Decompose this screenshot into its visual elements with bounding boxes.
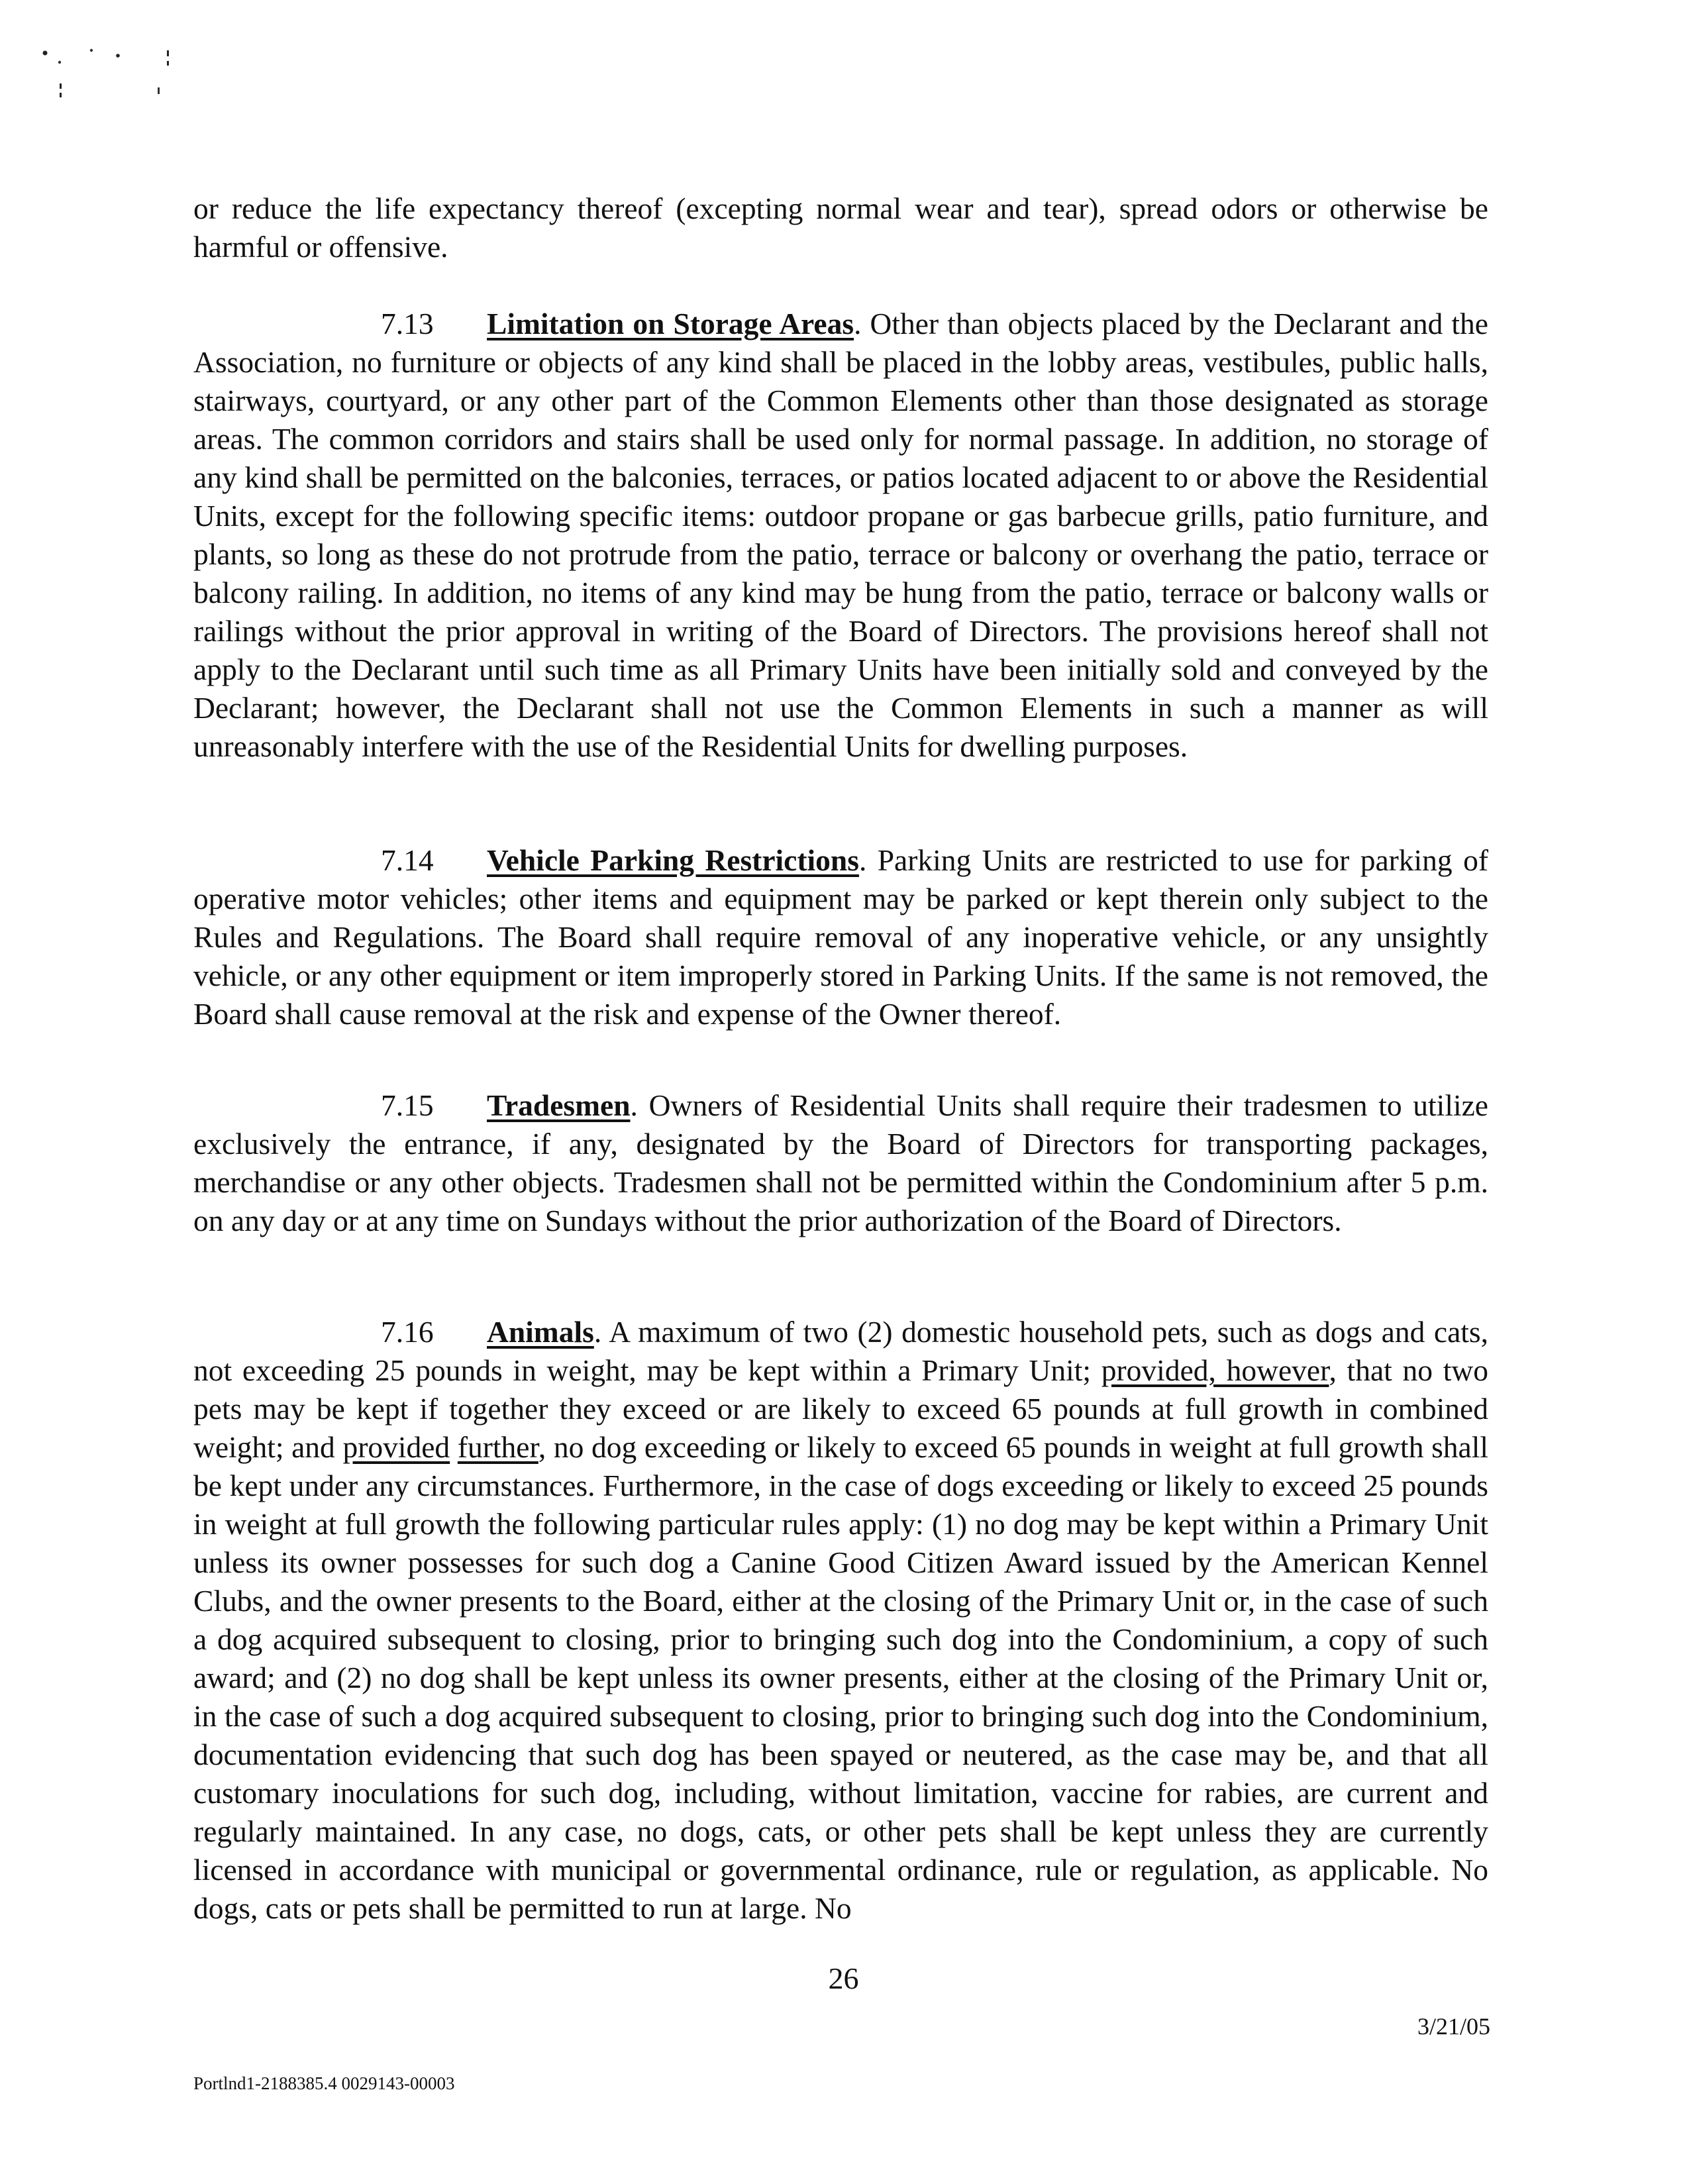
section-number: 7.15 [381, 1088, 434, 1122]
footer-date: 3/21/05 [1417, 2013, 1490, 2040]
section-7-14 [193, 841, 1488, 1033]
heading-period: . [593, 1315, 602, 1349]
page-number: 26 [828, 1961, 859, 1995]
section-7-16 [193, 1313, 1488, 1928]
section-7-16-paragraph [193, 1313, 1488, 1928]
section-number: 7.13 [381, 307, 434, 340]
heading-period: . [630, 1088, 638, 1122]
section-heading: Tradesmen [487, 1088, 631, 1122]
section-heading: Limitation on Storage Areas [487, 307, 854, 340]
underlined-term: further [457, 1430, 538, 1464]
section-7-13 [193, 305, 1488, 766]
section-number: 7.16 [381, 1315, 434, 1349]
section-7-14-paragraph [193, 841, 1488, 1033]
underlined-term: provided [342, 1430, 450, 1464]
section-body-part-d: , no dog exceeding or likely to exceed 65 pounds in weight at full growth shall be kept under any circumstances. Furthermore, in the case of dogs exceeding or likely to exceed 25 pounds in weight at full growth the following particular rules apply: (1) no dog may be kept within a Primary Unit unless its owner possesses for such dog a Canine Good Citizen Award issued by the American Kennel Clubs, and the owner presents to the Board, either at the closing of the Primary Unit or, in the case of such a dog acquired subsequent to closing, prior to bringing such dog into the Condominium, a copy of such award; and (2) no dog shall be kept unless its owner presents, either at the closing of the Primary Unit or, in the case of such a dog acquired subsequent to closing, prior to bringing such dog into the Condominium, documentation evidencing that such dog has been spayed or neutered, as the case may be, and that all customary inoculations for such dog, including, without limitation, vaccine for rabies, are current and regularly maintained. In any case, no dogs, cats, or other pets shall be kept unless they are currently licensed in accordance with municipal or governmental ordinance, rule or regulation, as applicable. No dogs, cats or pets shall be permitted to run at large. No [193, 1430, 1489, 1925]
section-body: Parking Units are restricted to use for parking of operative motor vehicles; other items and equipment may be parked or kept therein only subject to the Rules and Regulations. The Board shall require removal of any inoperative vehicle, or any unsightly vehicle, or any other equipment or item improperly stored in Parking Units. If the same is not removed, the Board shall cause removal at the risk and expense of the Owner thereof. [193, 843, 1488, 1031]
section-7-13-paragraph [193, 305, 1488, 766]
section-body-part-a: A maximum of two (2) domestic household pets, such as dogs and cats, not exceeding 25 pounds in weight, may be kept within a Primary Unit; [193, 1315, 1488, 1387]
section-body-part-b: , that no two pets may be kept if together they exceed or are likely to exceed 65 pounds at full growth in combined weight; and [193, 1353, 1488, 1464]
section-heading: Vehicle Parking Restrictions [487, 843, 859, 877]
heading-period: . [858, 843, 867, 877]
section-body: Owners of Residential Units shall require their tradesmen to utilize exclusively the entrance, if any, designated by the Board of Directors for transporting packages, merchandise or any other objects. Tradesmen shall not be permitted within the Condominium after 5 p.m. on any day or at any time on Sundays without the prior authorization of the Board of Directors. [193, 1088, 1488, 1237]
intro-paragraph: or reduce the life expectancy thereof (excepting normal wear and tear), spread odors or otherwise be harmful or offensive. [193, 191, 1488, 264]
section-body: Other than objects placed by the Declarant and the Association, no furniture or objects of any kind shall be placed in the lobby areas, vestibules, public halls, stairways, courtyard, or any other part of the Common Elements other than those designated as storage areas. The common corridors and stairs shall be used only for normal passage. In addition, no storage of any kind shall be permitted on the balconies, terraces, or patios located adjacent to or above the Residential Units, except for the following specific items: outdoor propane or gas barbecue grills, patio furniture, and plants, so long as these do not protrude from the patio, terrace or balcony or overhang the patio, terrace or balcony railing. In addition, no items of any kind may be hung from the patio, terrace or balcony walls or railings without the prior approval in writing of the Board of Directors. The provisions hereof shall not apply to the Declarant until such time as all Primary Units have been initially sold and conveyed by the Declarant; however, the Declarant shall not use the Common Elements in such a manner as will unreasonably interfere with the use of the Residential Units for dwelling purposes. [193, 307, 1488, 763]
underlined-term: provided, however [1101, 1353, 1329, 1387]
section-body-part-c [450, 1430, 458, 1464]
heading-period: . [854, 307, 862, 340]
scan-specks [40, 40, 212, 119]
section-number: 7.14 [381, 843, 434, 877]
document-id: Portlnd1-2188385.4 0029143-00003 [193, 2073, 455, 2093]
section-7-15 [193, 1086, 1488, 1240]
section-heading: Animals [487, 1315, 594, 1349]
section-7-15-paragraph [193, 1086, 1488, 1240]
intro-paragraph-block [193, 189, 1488, 266]
